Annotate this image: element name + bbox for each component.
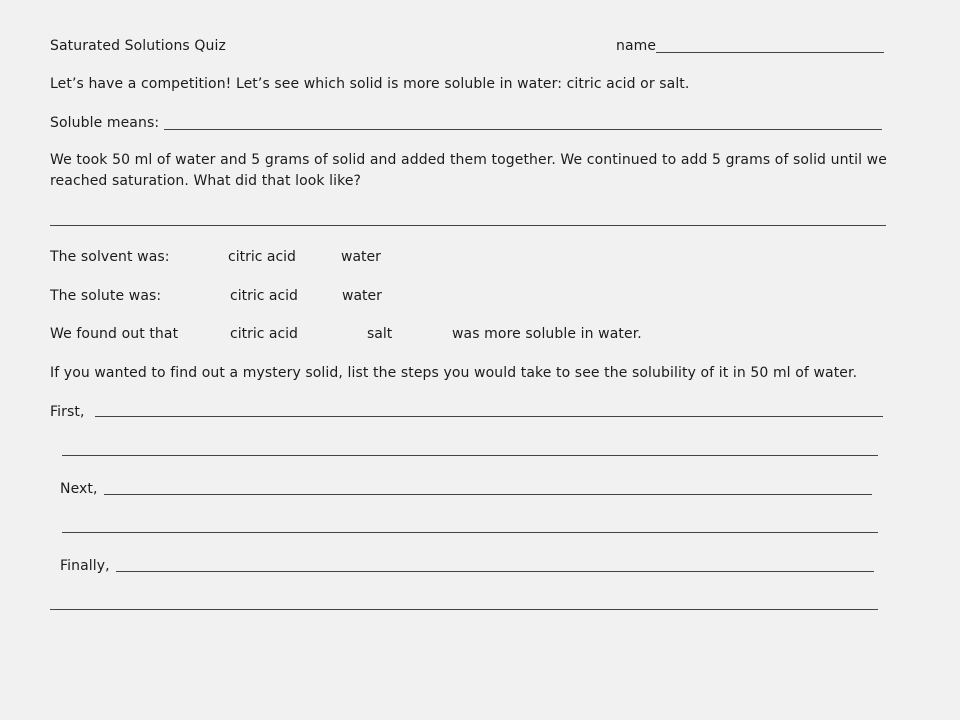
found-option-citric-acid[interactable]: citric acid <box>230 326 298 342</box>
soluble-means-blank-line[interactable] <box>164 129 882 130</box>
first-label: First, <box>50 404 85 420</box>
quiz-title: Saturated Solutions Quiz <box>50 38 226 54</box>
found-option-salt[interactable]: salt <box>367 326 393 342</box>
next-step-continuation-line[interactable] <box>62 532 878 533</box>
solute-option-citric-acid[interactable]: citric acid <box>230 288 298 304</box>
solvent-option-citric-acid[interactable]: citric acid <box>228 249 296 265</box>
first-step-continuation-line[interactable] <box>62 455 878 456</box>
solute-option-water[interactable]: water <box>342 288 382 304</box>
found-tail: was more soluble in water. <box>452 326 642 342</box>
soluble-means-label: Soluble means: <box>50 115 160 131</box>
solvent-option-water[interactable]: water <box>341 249 381 265</box>
finally-label: Finally, <box>60 558 110 574</box>
finally-step-line[interactable] <box>116 571 874 572</box>
saturation-answer-line[interactable] <box>50 225 886 226</box>
name-blank-line[interactable] <box>656 52 884 53</box>
solute-label: The solute was: <box>50 288 162 304</box>
name-label: name <box>616 38 657 54</box>
next-label: Next, <box>60 481 98 497</box>
solvent-label: The solvent was: <box>50 249 170 265</box>
next-step-line[interactable] <box>104 494 872 495</box>
first-step-line[interactable] <box>95 416 883 417</box>
mystery-prompt: If you wanted to find out a mystery solid, list the steps you would take to see the solubility of it in 50 ml of water. <box>50 365 858 381</box>
procedure-text: We took 50 ml of water and 5 grams of solid and added them together. We continued to add 5 grams of solid until we reached saturation. What did that look like? <box>50 152 887 189</box>
found-label: We found out that <box>50 326 179 342</box>
intro-text: Let’s have a competition! Let’s see which solid is more soluble in water: citric acid or salt. <box>50 76 690 92</box>
finally-step-continuation-line[interactable] <box>50 609 878 610</box>
